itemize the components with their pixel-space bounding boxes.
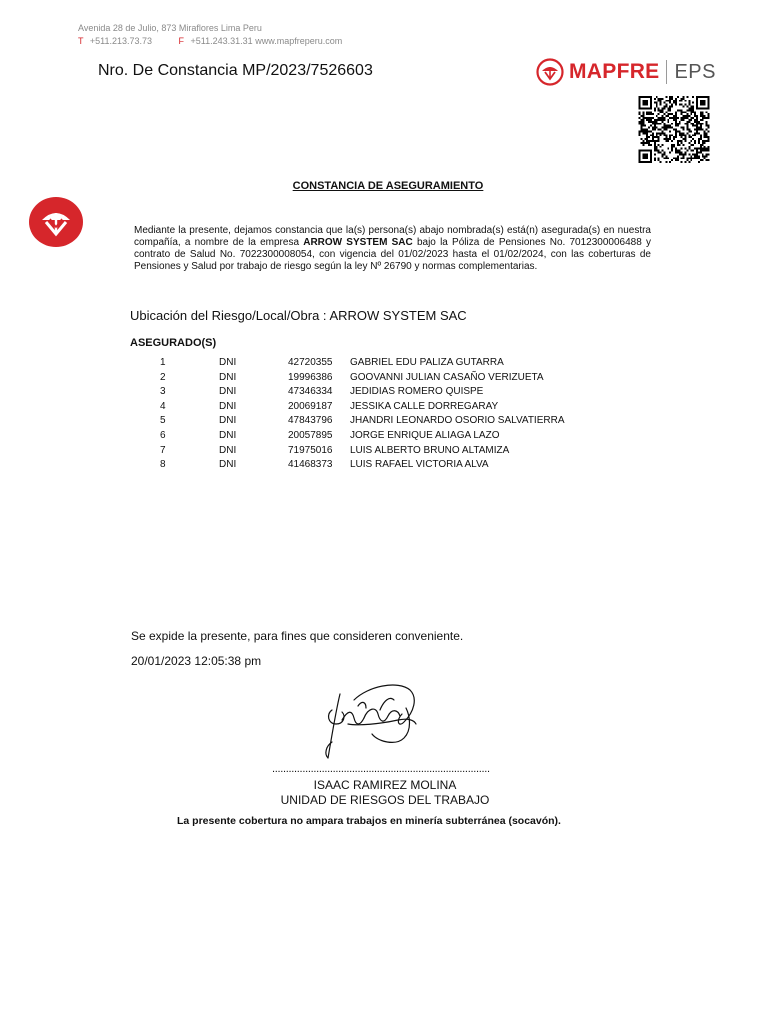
row-number: 1	[160, 357, 166, 368]
company-address-block	[78, 22, 342, 48]
brand-divider	[666, 60, 667, 84]
doc-type: DNI	[219, 386, 237, 398]
paragraph-intro: Mediante la presente, dejamos constancia que la(s) persona(s) abajo nombrada(s) está(n) asegurada(s) en nuestra compañía, a nombre de la empresa	[134, 225, 651, 248]
mapfre-emblem-icon	[536, 58, 564, 86]
insured-name: JORGE ENRIQUE ALIAGA LAZO	[350, 429, 500, 441]
handwritten-signature	[318, 680, 424, 762]
brand-name: MAPFRE	[569, 60, 660, 83]
qr-finder-top-right	[696, 96, 709, 109]
insured-name: GABRIEL EDU PALIZA GUTARRA	[350, 357, 504, 368]
qr-finder-bottom-left	[639, 150, 652, 163]
doc-type: DNI	[219, 459, 237, 471]
fax-label: F	[178, 36, 185, 46]
qr-finder-top-left	[639, 96, 652, 109]
doc-number: 20057895	[288, 429, 333, 441]
qr-code	[638, 96, 710, 163]
insured-name: LUIS RAFAEL VICTORIA ALVA	[350, 459, 489, 471]
paragraph-details: bajo la Póliza de Pensiones No. 7012300006488 y contrato de Salud No. 7022300008054, con vigencia del 01/02/2023 hasta el 01/02/2024, con las coberturas de Pensiones y Salud por trabajo de riesgo según la ley Nº 26790 y normas complementarias.	[134, 237, 651, 272]
doc-number: 47346334	[288, 386, 333, 398]
insured-name: LUIS ALBERTO BRUNO ALTAMIZA	[350, 444, 510, 456]
coverage-paragraph	[134, 225, 651, 273]
fax-and-web: +511.243.31.31 www.mapfreperu.com	[190, 36, 343, 46]
issue-datetime: 20/01/2023 12:05:38 pm	[131, 654, 262, 668]
issuance-statement: Se expide la presente, para fines que consideren conveniente.	[131, 629, 464, 643]
signer-unit: UNIDAD DE RIESGOS DEL TRABAJO	[280, 793, 490, 807]
phone-label: T	[78, 36, 84, 46]
row-number: 4	[160, 400, 166, 412]
risk-location: Ubicación del Riesgo/Local/Obra : ARROW SYSTEM SAC	[130, 308, 467, 323]
mapfre-side-emblem-icon	[29, 197, 83, 247]
doc-type: DNI	[219, 357, 237, 368]
doc-type: DNI	[219, 415, 237, 427]
signer-name: ISAAC RAMIREZ MOLINA	[313, 778, 457, 792]
contact-line	[78, 35, 342, 48]
row-number: 5	[160, 415, 166, 427]
brand-unit: EPS	[674, 60, 716, 83]
mapfre-eps-logo	[536, 58, 716, 86]
signature-line: ...............................................................................	[272, 763, 490, 775]
insured-heading: ASEGURADO(S)	[130, 337, 217, 349]
insured-name: JEDIDIAS ROMERO QUISPE	[350, 386, 484, 398]
doc-number: 71975016	[288, 444, 333, 456]
doc-number: 19996386	[288, 371, 333, 383]
row-number: 6	[160, 429, 166, 441]
doc-number: 42720355	[288, 357, 333, 368]
document-title: CONSTANCIA DE ASEGURAMIENTO	[292, 180, 484, 192]
row-number: 2	[160, 371, 166, 383]
coverage-exclusion-note: La presente cobertura no ampara trabajos en minería subterránea (socavón).	[177, 815, 561, 827]
constancia-number: Nro. De Constancia MP/2023/7526603	[98, 62, 373, 79]
row-number: 7	[160, 444, 166, 456]
doc-type: DNI	[219, 400, 237, 412]
insured-name: JHANDRI LEONARDO OSORIO SALVATIERRA	[350, 415, 565, 427]
doc-number: 20069187	[288, 400, 333, 412]
phone-number: +511.213.73.73	[89, 36, 153, 46]
doc-type: DNI	[219, 371, 237, 383]
company-name: ARROW SYSTEM SAC	[303, 237, 413, 248]
doc-type: DNI	[219, 444, 237, 456]
row-number: 3	[160, 386, 166, 398]
insured-name: GOOVANNI JULIAN CASAÑO VERIZUETA	[350, 371, 544, 383]
doc-number: 47843796	[288, 415, 333, 427]
insured-name: JESSIKA CALLE DORREGARAY	[350, 400, 499, 412]
row-number: 8	[160, 459, 166, 471]
doc-type: DNI	[219, 429, 237, 441]
doc-number: 41468373	[288, 459, 333, 471]
address-line: Avenida 28 de Julio, 873 Miraflores Lima Peru	[78, 23, 262, 33]
